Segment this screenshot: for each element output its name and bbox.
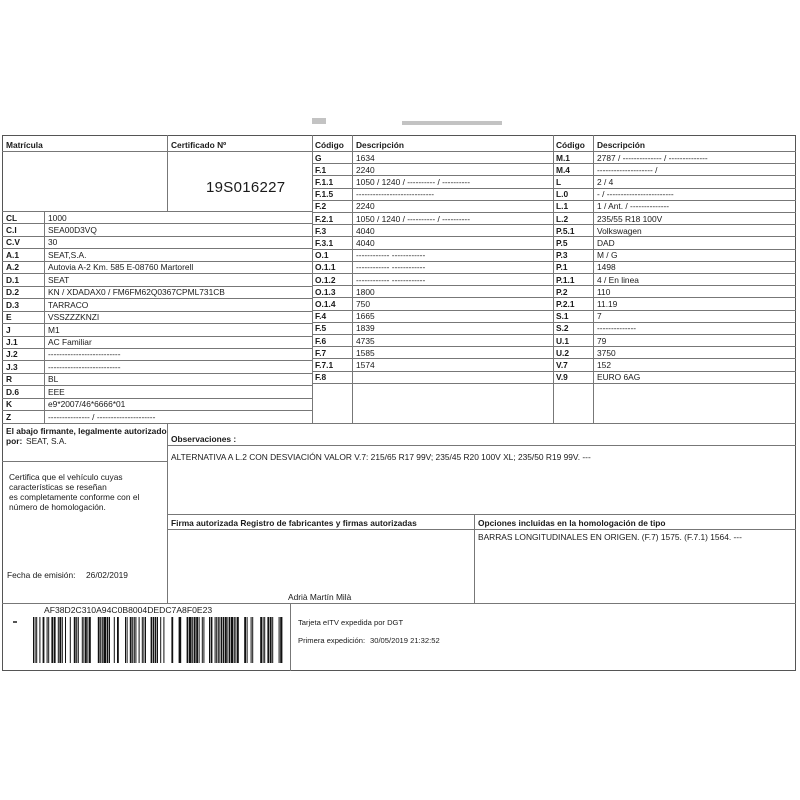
certificate-number: 19S016227 [206, 179, 286, 196]
row-value: DAD [597, 237, 615, 248]
barcode-bar [163, 617, 164, 663]
barcode-bar [134, 617, 135, 663]
barcode-bar [142, 617, 143, 663]
barcode-bar [43, 617, 45, 663]
row-rule [312, 236, 553, 237]
row-rule [553, 261, 796, 262]
row-value: e9*2007/46*6666*01 [48, 399, 126, 410]
row-value: Autovia A-2 Km. 585 E-08760 Martorell [48, 262, 194, 273]
row-rule [312, 334, 553, 335]
barcode-bar [252, 617, 253, 663]
row-value: 1498 [597, 262, 616, 273]
barcode-bar [280, 617, 282, 663]
barcode-bar [78, 617, 79, 663]
row-value: 1050 / 1240 / ---------- / ---------- [356, 213, 470, 224]
firma-label: Firma autorizada Registro de fabricantes y firmas autorizadas [171, 518, 417, 528]
barcode-bar [264, 617, 265, 663]
row-code: K [6, 399, 13, 410]
middle-code-divider [352, 135, 353, 423]
certifica-line4: número de homologación. [9, 502, 106, 512]
row-value: 11.19 [597, 298, 618, 309]
row-code: L.2 [556, 213, 569, 224]
barcode-bar [117, 617, 119, 663]
barcode-bar [179, 617, 182, 663]
barcode-bar [103, 617, 106, 663]
row-code: D.2 [6, 287, 20, 298]
row-code: O.1.1 [315, 262, 336, 273]
scan-mark [13, 621, 17, 623]
firma-header-rule [167, 529, 796, 530]
row-value: KN / XDADAX0 / FM6FM62Q0367CPML731CB [48, 287, 225, 298]
signer-divider [167, 423, 168, 603]
row-code: P.2.1 [556, 298, 575, 309]
barcode-bar [155, 617, 157, 663]
barcode-bar [189, 617, 192, 663]
fecha-label: Fecha de emisión: [7, 570, 76, 580]
row-code: F.3 [315, 225, 327, 236]
row-value: 1585 [356, 347, 375, 358]
row-rule [312, 297, 553, 298]
descripcion-header-right: Descripción [597, 140, 645, 150]
row-value: - / ------------------------ [597, 189, 674, 200]
row-rule [312, 163, 553, 164]
certifica-line3: es completamente conforme con el [9, 492, 140, 502]
barcode-bar [279, 617, 280, 663]
row-value: TARRACO [48, 299, 89, 310]
row-value: ------------ ------------ [356, 250, 426, 261]
barcode-bar [153, 617, 154, 663]
row-value: 4040 [356, 225, 375, 236]
barcode-bar [54, 617, 56, 663]
row-code: S.1 [556, 311, 569, 322]
barcode-bar [218, 617, 219, 663]
barcode-bar [139, 617, 140, 663]
certifica-line2: características se reseñan [9, 482, 107, 492]
row-rule [312, 261, 553, 262]
row-rule [553, 273, 796, 274]
barcode-bar [35, 617, 36, 663]
barcode-bar [125, 617, 126, 663]
row-code: M.1 [556, 152, 570, 163]
barcode-bar [33, 617, 34, 663]
barcode-bar [187, 617, 189, 663]
barcode-bar [83, 617, 84, 663]
row-code: J [6, 324, 11, 335]
row-code: F.1.5 [315, 189, 334, 200]
barcode-bar [87, 617, 88, 663]
barcode-bar [196, 617, 198, 663]
row-code: V.9 [556, 372, 568, 383]
row-value: 1634 [356, 152, 375, 163]
barcode-bar [70, 617, 71, 663]
row-rule [312, 358, 553, 359]
barcode-bar [132, 617, 133, 663]
barcode-bar [234, 617, 235, 663]
row-value: 750 [356, 298, 370, 309]
certificado-label: Certificado Nº [171, 140, 227, 150]
barcode-bar [202, 617, 203, 663]
row-rule [553, 297, 796, 298]
barcode-bar [244, 617, 246, 663]
opciones-text: BARRAS LONGITUDINALES EN ORIGEN. (F.7) 1575. (F.7.1) 1564. --- [478, 532, 742, 542]
row-code: A.2 [6, 262, 20, 273]
opciones-label: Opciones incluidas en la homologación de tipo [478, 518, 666, 528]
row-rule [553, 285, 796, 286]
signer-label-line2: por: [6, 436, 23, 446]
row-value: AC Familiar [48, 337, 92, 347]
observaciones-label: Observaciones : [171, 434, 237, 444]
barcode-bar [58, 617, 59, 663]
row-code: A.1 [6, 249, 20, 260]
barcode-bar [267, 617, 269, 663]
matricula-label: Matrícula [6, 140, 43, 150]
matricula-divider [167, 135, 168, 211]
row-value: SEA00D3VQ [48, 224, 97, 235]
barcode-bar [235, 617, 236, 663]
firma-top-rule [167, 514, 796, 515]
row-code: P.5.1 [556, 225, 575, 236]
barcode-bar [209, 617, 210, 663]
barcode-bar [62, 617, 63, 663]
barcode-bar [127, 617, 128, 663]
row-rule [553, 346, 796, 347]
barcode-bar [225, 617, 227, 663]
row-value: -------------------------- [48, 349, 121, 360]
row-rule [553, 175, 796, 176]
row-value: 110 [597, 286, 611, 297]
row-code: O.1.4 [315, 298, 336, 309]
row-code: J.2 [6, 349, 18, 360]
row-value: -------------------- / [597, 164, 658, 175]
middle-left-divider [312, 135, 313, 423]
barcode-bar [231, 617, 234, 663]
row-rule [312, 371, 553, 372]
row-rule [553, 322, 796, 323]
scan-artifact [402, 121, 502, 125]
barcode-bar [36, 617, 37, 663]
row-value: 2240 [356, 201, 375, 212]
barcode-bar [82, 617, 83, 663]
barcode-bar [237, 617, 239, 663]
row-value: 1800 [356, 286, 375, 297]
row-value: 7 [597, 311, 602, 322]
row-code: Z [6, 411, 12, 422]
row-code: L [556, 176, 562, 187]
row-rule [553, 358, 796, 359]
observaciones-text: ALTERNATIVA A L.2 CON DESVIACIÓN VALOR V.7: 215/65 R17 99V; 235/45 R20 100V XL; 235/50 R19 99V. --- [171, 452, 591, 462]
row-rule [553, 236, 796, 237]
row-code: CL [6, 212, 18, 223]
barcode-bar [39, 617, 40, 663]
row-code: F.1.1 [315, 176, 334, 187]
row-code: G [315, 152, 322, 163]
row-value: 1050 / 1240 / ---------- / ---------- [356, 176, 470, 187]
row-value: Volkswagen [597, 225, 642, 236]
row-value: 152 [597, 359, 611, 370]
row-rule [553, 371, 796, 372]
observaciones-rule [167, 445, 796, 446]
barcode-bar [171, 617, 173, 663]
row-code: J.1 [6, 337, 18, 347]
barcode-bar [203, 617, 204, 663]
codigo-header-middle: Código [315, 140, 344, 150]
barcode-bar [157, 617, 158, 663]
row-value: 2787 / -------------- / -------------- [597, 152, 708, 163]
row-value: 1574 [356, 359, 375, 370]
barcode-bar [263, 617, 264, 663]
row-value: EEE [48, 386, 65, 397]
barcode-bar [102, 617, 103, 663]
row-value: 2240 [356, 164, 375, 175]
barcode-bar [219, 617, 220, 663]
row-rule [312, 310, 553, 311]
row-value: 1665 [356, 311, 375, 322]
row-value: --------------- / --------------------- [48, 411, 156, 422]
signer-rule [2, 461, 167, 462]
tarjeta-text: Tarjeta eITV expedida por DGT [298, 618, 404, 627]
row-code: C.I [6, 224, 17, 235]
row-code: F.5 [315, 323, 327, 334]
row-rule [312, 273, 553, 274]
scan-artifact [312, 118, 326, 124]
row-rule [312, 285, 553, 286]
barcode-bar [194, 617, 196, 663]
barcode-bar [272, 617, 273, 663]
fecha-value: 26/02/2019 [86, 570, 128, 580]
barcode-bar [65, 617, 66, 663]
row-rule [312, 249, 553, 250]
row-value: -------------------------- [48, 361, 121, 372]
row-rule [312, 383, 553, 384]
row-rule [553, 224, 796, 225]
right-left-divider [553, 135, 554, 423]
barcode-bar [89, 617, 91, 663]
row-rule [553, 212, 796, 213]
row-code: F.6 [315, 335, 327, 346]
row-code: F.2.1 [315, 213, 334, 224]
barcode-bar [192, 617, 193, 663]
row-code: O.1.2 [315, 274, 336, 285]
barcode-bar [145, 617, 146, 663]
right-code-divider [593, 135, 594, 423]
row-code: C.V [6, 237, 20, 248]
row-code: L.0 [556, 189, 569, 200]
certifica-line1: Certifica que el vehículo cuyas [9, 472, 123, 482]
row-code: O.1.3 [315, 286, 336, 297]
row-code: F.3.1 [315, 237, 334, 248]
barcode [33, 617, 283, 663]
barcode-bar [51, 617, 53, 663]
row-code: M.4 [556, 164, 570, 175]
table-bottom-rule [2, 423, 796, 424]
row-code: P.2 [556, 286, 568, 297]
row-value: 1 / Ant. / -------------- [597, 201, 670, 212]
left-code-divider [44, 211, 45, 423]
row-code: E [6, 312, 12, 323]
row-rule [312, 346, 553, 347]
row-code: P.3 [556, 250, 568, 261]
signer-label-line1: El abajo firmante, legalmente autorizado [6, 426, 167, 436]
row-value: EURO 6AG [597, 372, 641, 383]
primera-value: 30/05/2019 21:32:52 [370, 636, 440, 645]
row-value: 4735 [356, 335, 375, 346]
barcode-bar [47, 617, 48, 663]
barcode-bar [98, 617, 100, 663]
row-code: D.1 [6, 274, 20, 285]
barcode-bar [130, 617, 132, 663]
row-code: P.1.1 [556, 274, 575, 285]
signer-name: SEAT, S.A. [26, 436, 67, 446]
row-value: ------------ ------------ [356, 262, 426, 273]
row-code: F.2 [315, 201, 327, 212]
document-hash: AF38D2C310A94C0B8004DEDC7A8F0E23 [44, 605, 213, 615]
row-code: D.3 [6, 299, 20, 310]
row-code: P.1 [556, 262, 568, 273]
row-value: 30 [48, 237, 58, 248]
barcode-bar [151, 617, 153, 663]
row-value: -------------- [597, 323, 637, 334]
row-value: 4040 [356, 237, 375, 248]
row-value: 79 [597, 335, 607, 346]
barcode-bar [211, 617, 213, 663]
row-code: P.5 [556, 237, 568, 248]
row-value: 4 / En linea [597, 274, 639, 285]
row-value: ------------ ------------ [356, 274, 426, 285]
row-code: V.7 [556, 359, 568, 370]
codigo-header-right: Código [556, 140, 585, 150]
barcode-bar [199, 617, 200, 663]
row-code: O.1 [315, 250, 329, 261]
row-rule [553, 310, 796, 311]
barcode-bar [229, 617, 230, 663]
row-code: J.3 [6, 361, 18, 372]
firma-signatory: Adrià Martín Milà [288, 592, 352, 602]
row-code: F.8 [315, 372, 327, 383]
row-code: F.1 [315, 164, 327, 175]
primera-label: Primera expedición: [298, 636, 366, 645]
barcode-bar [109, 617, 110, 663]
row-value: 235/55 R18 100V [597, 213, 663, 224]
opciones-divider [474, 514, 475, 603]
row-code: U.1 [556, 335, 570, 346]
barcode-bar [135, 617, 136, 663]
row-code: R [6, 374, 13, 385]
row-value: 2 / 4 [597, 176, 614, 187]
descripcion-header-middle: Descripción [356, 140, 404, 150]
row-value: ---------------------------- [356, 189, 435, 200]
barcode-bar [48, 617, 49, 663]
row-code: F.7.1 [315, 359, 334, 370]
row-value: 1839 [356, 323, 375, 334]
row-value: SEAT [48, 274, 70, 285]
row-code: L.1 [556, 201, 569, 212]
row-code: U.2 [556, 347, 570, 358]
row-value: BL [48, 374, 59, 385]
barcode-bar [59, 617, 61, 663]
row-rule [553, 334, 796, 335]
row-rule [312, 322, 553, 323]
barcode-bar [215, 617, 216, 663]
barcode-bar [114, 617, 115, 663]
barcode-bar [216, 617, 217, 663]
row-value: SEAT,S.A. [48, 249, 87, 260]
footer-divider [290, 603, 291, 671]
barcode-bar [221, 617, 222, 663]
row-code: S.2 [556, 323, 569, 334]
row-rule [553, 249, 796, 250]
row-code: F.7 [315, 347, 327, 358]
barcode-bar [76, 617, 77, 663]
barcode-bar [143, 617, 144, 663]
barcode-bar [227, 617, 228, 663]
barcode-bar [160, 617, 161, 663]
barcode-bar [223, 617, 225, 663]
row-code: D.6 [6, 386, 20, 397]
row-value: M1 [48, 324, 60, 335]
barcode-bar [251, 617, 252, 663]
row-value: 1000 [48, 212, 67, 223]
barcode-bar [74, 617, 76, 663]
row-rule [553, 383, 796, 384]
barcode-bar [85, 617, 87, 663]
row-value: VSSZZZKNZI [48, 312, 100, 323]
row-rule [553, 188, 796, 189]
row-value: M / G [597, 250, 618, 261]
barcode-bar [100, 617, 101, 663]
barcode-bar [247, 617, 248, 663]
barcode-bar [107, 617, 109, 663]
row-code: F.4 [315, 311, 327, 322]
row-rule [553, 200, 796, 201]
barcode-bar [260, 617, 262, 663]
barcode-bar [270, 617, 272, 663]
row-value: 3750 [597, 347, 616, 358]
